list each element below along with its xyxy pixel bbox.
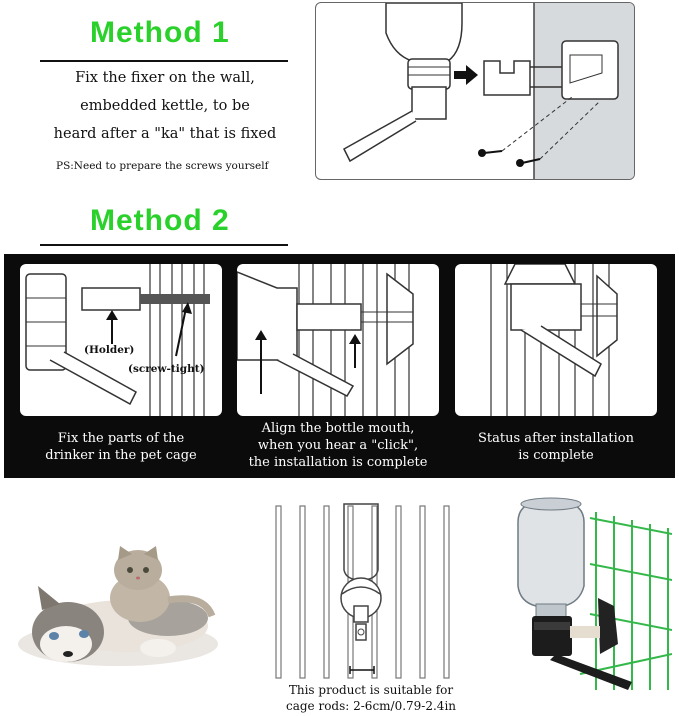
step2-illustration [237, 264, 439, 416]
method1-divider [40, 60, 288, 62]
wall-mount-diagram [316, 3, 634, 179]
method2-divider [40, 244, 288, 246]
step3-caption [455, 430, 657, 464]
step2-caption-line-2: when you hear a "click", [257, 438, 419, 453]
step3-caption-line-2: is complete [518, 448, 594, 463]
method2-steps-band [4, 254, 675, 478]
cage-rod-note-line-2: cage rods: 2-6cm/0.79-2.4in [285, 699, 457, 713]
method2-title: Method 2 [90, 204, 230, 237]
step3-illustration [455, 264, 657, 416]
pets-photo [8, 540, 260, 670]
method1-illustration [315, 2, 635, 180]
step1-caption [20, 430, 222, 464]
product-photo [500, 494, 672, 694]
method1-line-1: Fix the fixer on the wall, [75, 70, 255, 86]
step2-caption-line-3: the installation is complete [248, 455, 428, 470]
step1-caption-line-1: Fix the parts of the [57, 431, 185, 446]
cage-rod-note-line-1: This product is suitable for [288, 683, 454, 697]
step1-illustration [20, 264, 222, 416]
method1-ps-note: PS:Need to prepare the screws yourself [56, 160, 269, 172]
installed-diagram [455, 264, 657, 416]
step2-caption-line-1: Align the bottle mouth, [261, 421, 415, 436]
method1-line-2: embedded kettle, to be [80, 98, 250, 114]
holder-screw-diagram [20, 264, 222, 416]
step3-caption-line-1: Status after installation [478, 431, 634, 446]
screw-tight-label: (screw-tight) [128, 363, 205, 375]
method1-instructions [30, 64, 300, 148]
bottle-align-diagram [237, 264, 439, 416]
step1-caption-line-2: drinker in the pet cage [45, 448, 197, 463]
holder-label: (Holder) [84, 344, 135, 356]
step2-caption [232, 420, 444, 471]
method1-line-3: heard after a "ka" that is fixed [53, 126, 277, 142]
cage-rod-diagram [266, 500, 476, 680]
method1-title: Method 1 [90, 16, 230, 49]
cage-rod-note [262, 682, 480, 714]
